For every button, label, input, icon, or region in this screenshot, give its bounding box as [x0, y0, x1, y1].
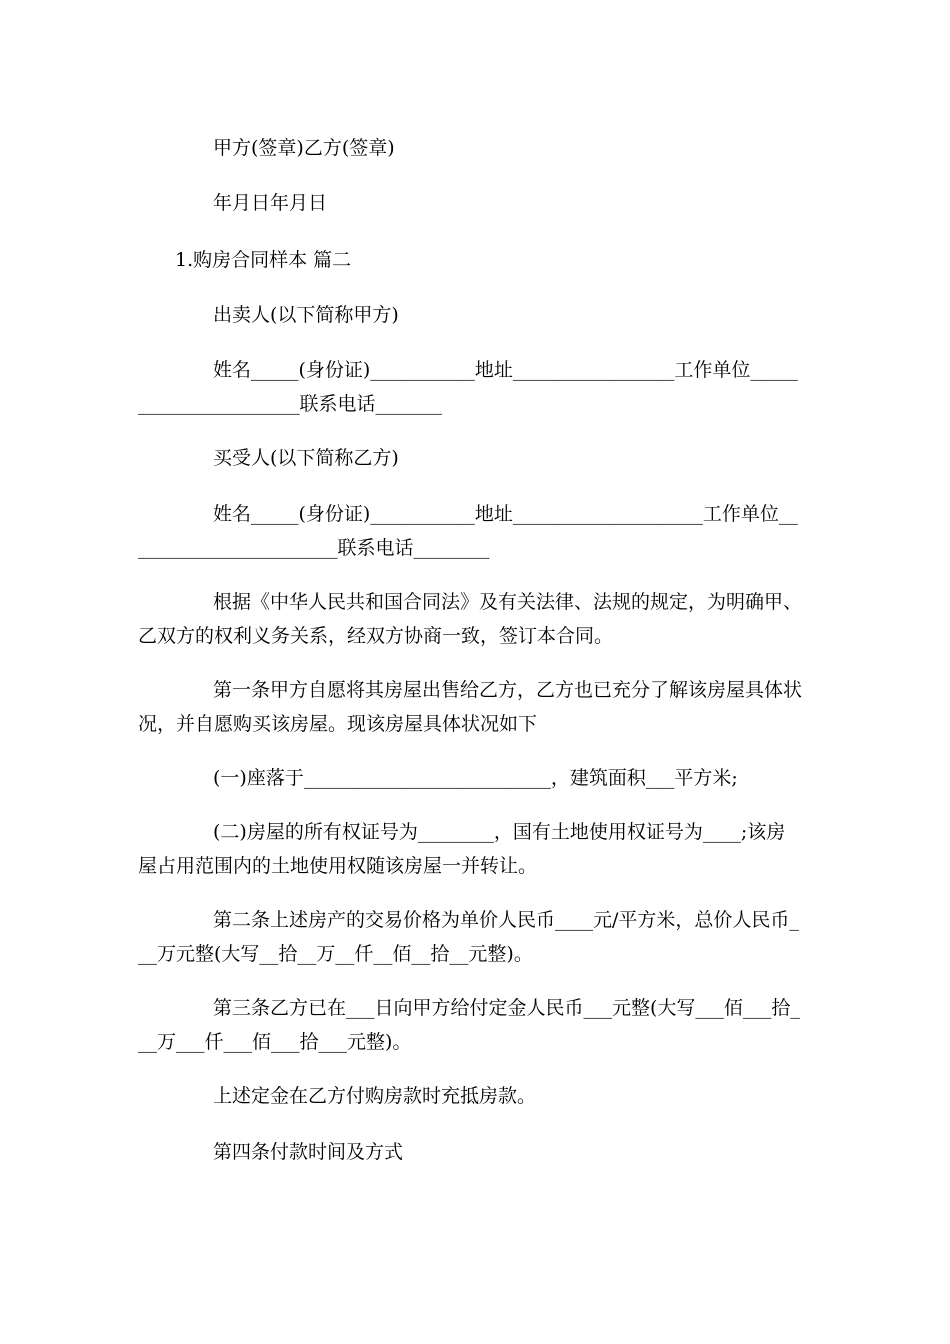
date-line: 年月日年月日 — [213, 192, 328, 214]
preamble-line-2: 乙双方的权利义务关系，经双方协商一致，签订本合同。 — [138, 625, 614, 647]
seller-info-line-2: _________________联系电话_______ — [138, 393, 443, 415]
article-3-line-1: 第三条乙方已在___日向甲方给付定金人民币___元整(大写___佰___拾_ — [213, 997, 800, 1019]
preamble-line-1: 根据《中华人民共和国合同法》及有关法律、法规的规定，为明确甲、 — [213, 591, 803, 613]
article-4-heading: 第四条付款时间及方式 — [213, 1141, 404, 1163]
seller-heading: 出卖人(以下简称甲方) — [213, 304, 399, 326]
seller-info-line-1: 姓名_____(身份证)___________地址_________________工作单位_____ — [213, 359, 798, 381]
article-1-item-1: (一)座落于__________________________，建筑面积___平方米; — [213, 767, 738, 789]
buyer-info-line-2: _____________________联系电话________ — [138, 537, 490, 559]
deposit-note: 上述定金在乙方付购房款时充抵房款。 — [213, 1085, 537, 1107]
article-1-item-2-line-1: (二)房屋的所有权证号为________，国有土地使用权证号为____;该房 — [213, 821, 786, 843]
article-3-line-2: __万___仟___佰___拾___元整)。 — [138, 1031, 412, 1053]
article-2-line-1: 第二条上述房产的交易价格为单价人民币____元/平方米，总价人民币_ — [213, 909, 799, 931]
article-1-item-2-line-2: 屋占用范围内的土地使用权随该房屋一并转让。 — [138, 855, 538, 877]
buyer-heading: 买受人(以下简称乙方) — [213, 447, 399, 469]
signature-line: 甲方(签章)乙方(签章) — [213, 137, 395, 159]
section-heading: 1.购房合同样本 篇二 — [175, 249, 352, 271]
article-1-line-2: 况，并自愿购买该房屋。现该房屋具体状况如下 — [138, 713, 538, 735]
article-2-line-2: __万元整(大写__拾__万__仟__佰__拾__元整)。 — [138, 943, 533, 965]
article-1-line-1: 第一条甲方自愿将其房屋出售给乙方，乙方也已充分了解该房屋具体状 — [213, 679, 803, 701]
buyer-info-line-1: 姓名_____(身份证)___________地址____________________工作单位__ — [213, 503, 798, 525]
